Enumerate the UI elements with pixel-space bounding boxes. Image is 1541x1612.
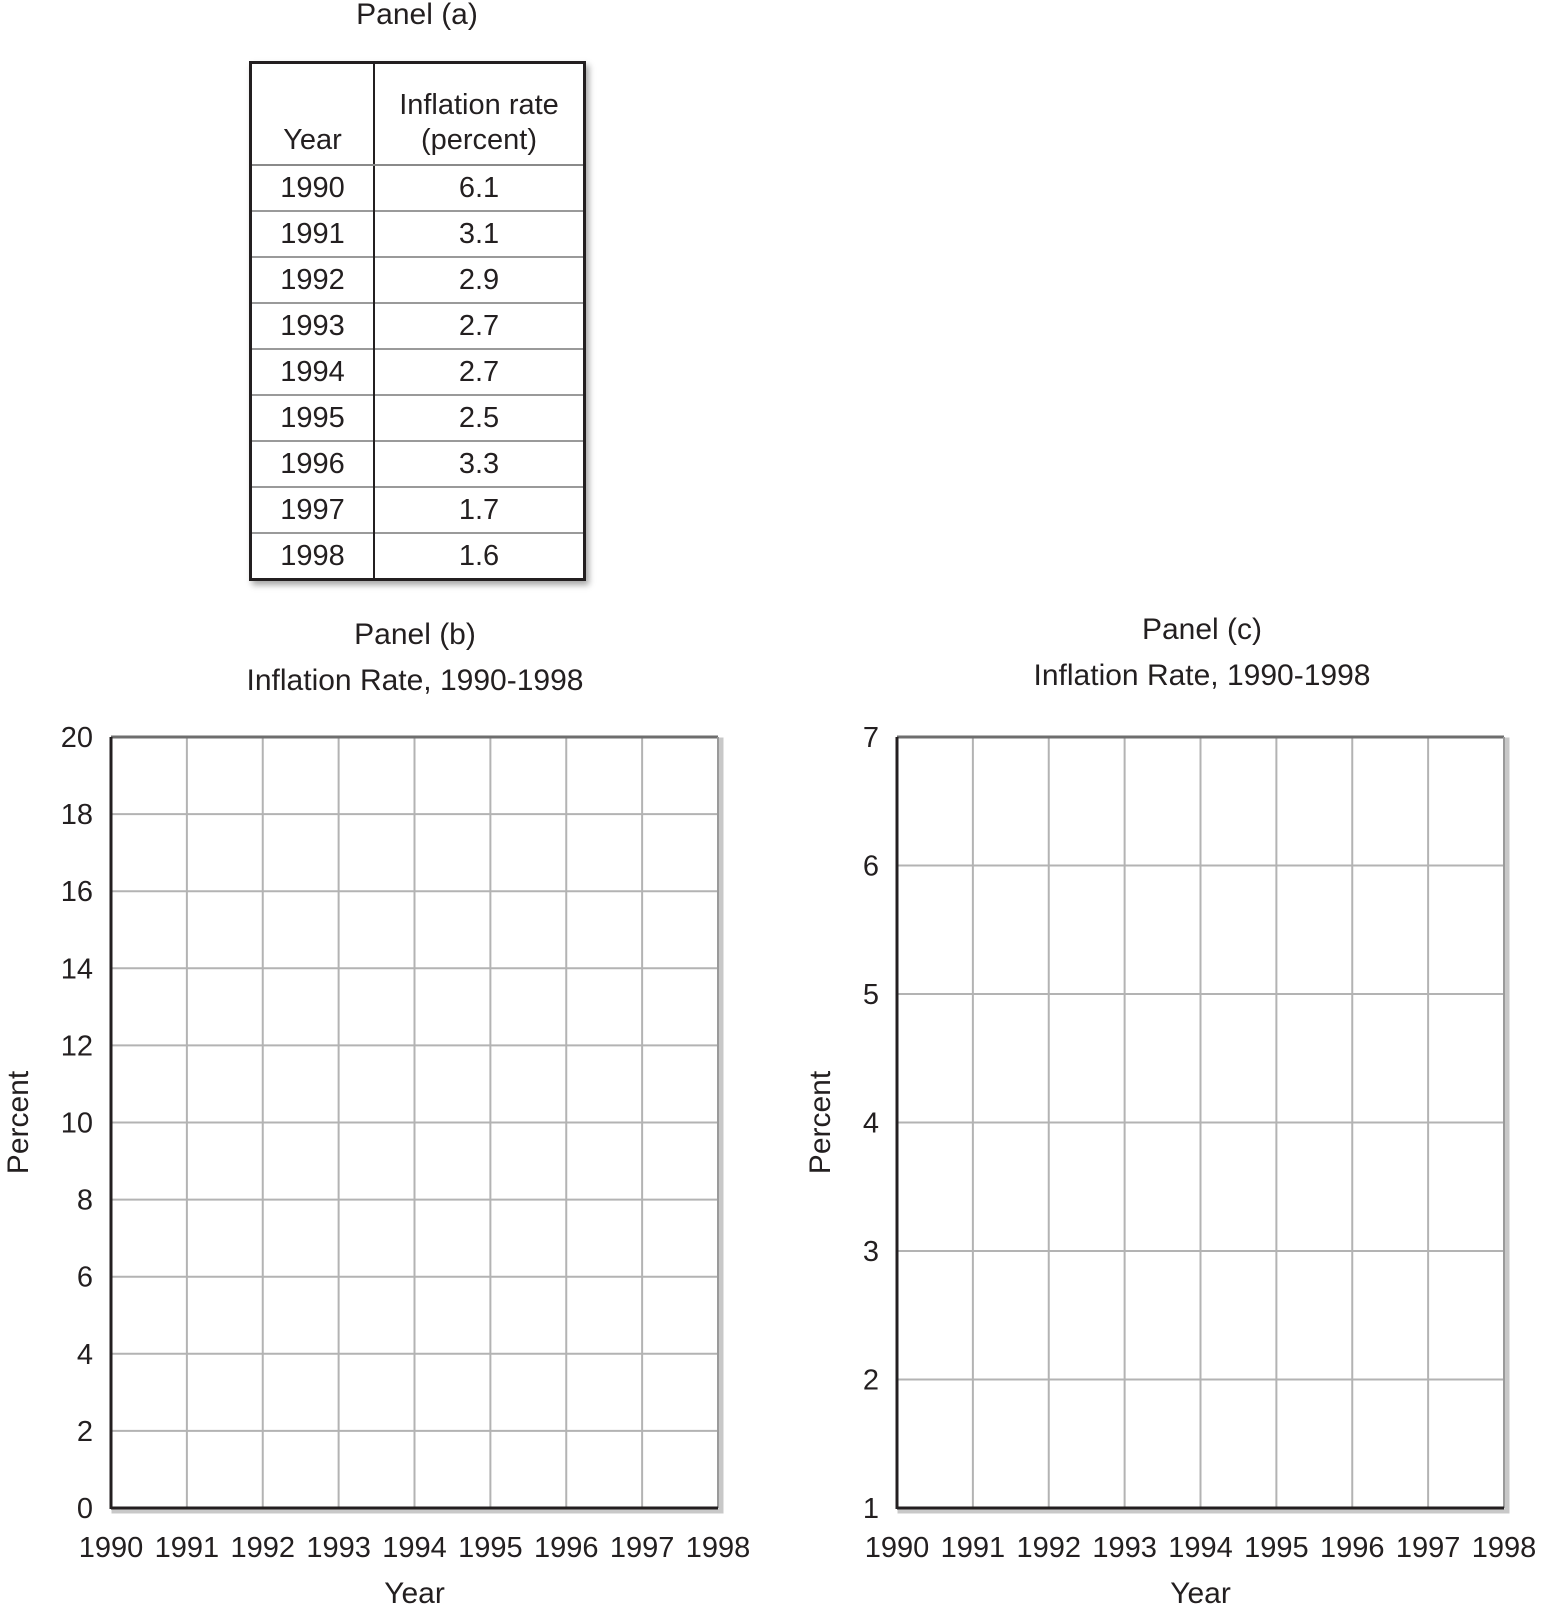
y-tick-label: 4 <box>76 1338 93 1371</box>
y-tick-label: 20 <box>60 722 93 754</box>
chart-panel-label: Panel (b) <box>354 620 476 651</box>
table-row <box>252 533 583 578</box>
x-tick-label: 1998 <box>1471 1532 1537 1564</box>
header-inflation-rate: Inflation rate (percent) <box>374 64 583 165</box>
chart-panel-c <box>780 615 1541 1612</box>
table-row <box>252 165 583 211</box>
cell-year: 1995 <box>252 395 374 441</box>
x-tick-label: 1991 <box>940 1532 1006 1564</box>
table-row <box>252 211 583 257</box>
x-tick-label: 1994 <box>1168 1532 1233 1564</box>
cell-year: 1998 <box>252 533 374 578</box>
y-axis-label: Percent <box>2 1070 35 1175</box>
chart-panel-b <box>0 620 770 1612</box>
table-row <box>252 395 583 441</box>
y-tick-label: 16 <box>60 876 93 909</box>
cell-inflation-rate: 1.7 <box>374 487 583 533</box>
y-tick-label: 8 <box>76 1184 93 1217</box>
x-tick-label: 1998 <box>685 1532 751 1564</box>
cell-inflation-rate: 3.1 <box>374 211 583 257</box>
table-row <box>252 303 583 349</box>
y-tick-label: 5 <box>862 979 879 1011</box>
cell-inflation-rate: 2.5 <box>374 395 583 441</box>
table-body <box>252 165 583 578</box>
x-axis-label: Year <box>1170 1577 1231 1610</box>
y-tick-label: 14 <box>60 953 93 986</box>
x-tick-label: 1990 <box>78 1532 144 1564</box>
cell-inflation-rate: 6.1 <box>374 165 583 211</box>
x-tick-label: 1992 <box>1016 1532 1082 1564</box>
cell-year: 1991 <box>252 211 374 257</box>
x-tick-label: 1995 <box>1244 1532 1309 1564</box>
cell-year: 1997 <box>252 487 374 533</box>
table-row <box>252 487 583 533</box>
y-tick-label: 6 <box>862 850 879 883</box>
header-year: Year <box>252 64 374 165</box>
x-tick-label: 1997 <box>1395 1532 1461 1564</box>
x-tick-label: 1993 <box>306 1532 371 1564</box>
y-axis-label: Percent <box>804 1070 837 1175</box>
cell-inflation-rate: 2.9 <box>374 257 583 303</box>
table-header-row <box>252 64 583 165</box>
cell-inflation-rate: 2.7 <box>374 303 583 349</box>
cell-inflation-rate: 1.6 <box>374 533 583 578</box>
x-tick-label: 1996 <box>1319 1532 1385 1564</box>
y-tick-label: 6 <box>76 1261 93 1294</box>
y-tick-label: 10 <box>60 1107 93 1140</box>
x-tick-label: 1993 <box>1092 1532 1157 1564</box>
chart-title: Inflation Rate, 1990-1998 <box>246 664 584 697</box>
y-tick-label: 12 <box>60 1030 93 1063</box>
cell-year: 1996 <box>252 441 374 487</box>
x-tick-label: 1991 <box>154 1532 220 1564</box>
x-tick-label: 1992 <box>230 1532 296 1564</box>
y-tick-label: 0 <box>76 1493 93 1525</box>
cell-year: 1990 <box>252 165 374 211</box>
x-tick-label: 1996 <box>533 1532 599 1564</box>
x-tick-label: 1997 <box>609 1532 675 1564</box>
x-tick-label: 1995 <box>458 1532 523 1564</box>
x-axis-label: Year <box>384 1577 445 1610</box>
table-row <box>252 441 583 487</box>
cell-year: 1993 <box>252 303 374 349</box>
inflation-table-grid <box>252 64 583 578</box>
cell-inflation-rate: 2.7 <box>374 349 583 395</box>
y-tick-label: 2 <box>862 1364 879 1397</box>
y-tick-label: 1 <box>862 1493 879 1525</box>
chart-panel-label: Panel (c) <box>1141 615 1263 646</box>
x-tick-label: 1990 <box>864 1532 930 1564</box>
y-tick-label: 7 <box>862 722 879 754</box>
y-tick-label: 4 <box>862 1107 879 1140</box>
panel-a-title: Panel (a) <box>356 0 478 31</box>
cell-year: 1992 <box>252 257 374 303</box>
cell-year: 1994 <box>252 349 374 395</box>
x-tick-label: 1994 <box>382 1532 447 1564</box>
table-row <box>252 349 583 395</box>
table-row <box>252 257 583 303</box>
inflation-table <box>249 61 586 581</box>
cell-inflation-rate: 3.3 <box>374 441 583 487</box>
y-tick-label: 2 <box>76 1415 93 1448</box>
y-tick-label: 3 <box>862 1236 879 1268</box>
chart-title: Inflation Rate, 1990-1998 <box>1033 659 1371 692</box>
y-tick-label: 18 <box>60 799 93 832</box>
